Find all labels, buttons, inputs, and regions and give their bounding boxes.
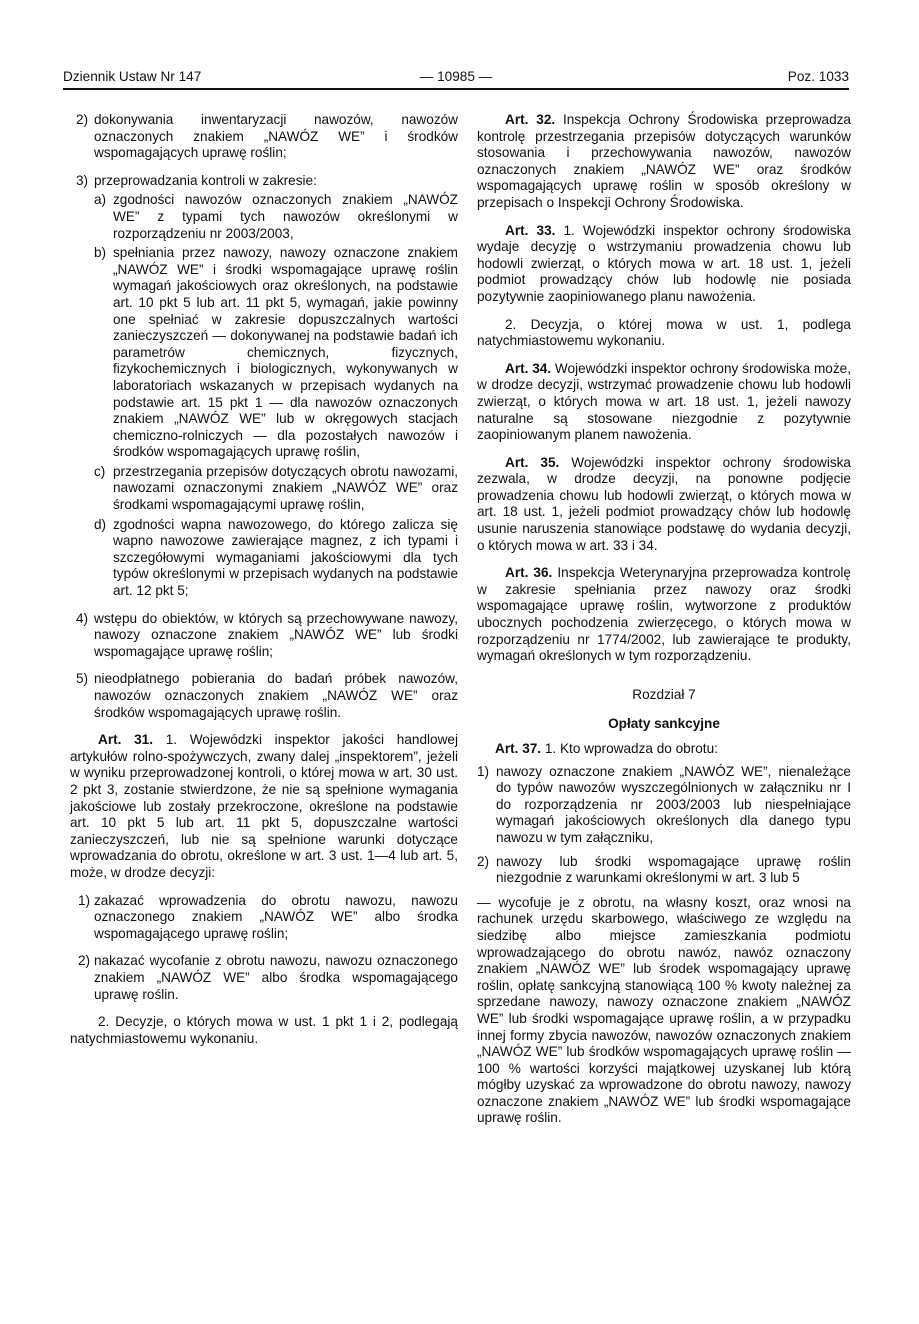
article-text: 1. Kto wprowadza do obrotu:: [541, 741, 718, 756]
item-text: nawozy oznaczone znakiem „NAWÓZ WE”, nienależące do typów nawozów wyszczególnionych w załączniku nr I do rozporządzenia nr 2003/2003 lub niespełniające wymagań jakościowych określonych dla danego typu nawozu w tym załączniku,: [496, 763, 851, 845]
article-36: [477, 565, 851, 665]
art31-item-2: [70, 953, 458, 1003]
item-text: dokonywania inwentaryzacji nawozów, nawozów oznaczonych znakiem „NAWÓZ WE” i środków wspomagających uprawę roślin;: [94, 112, 458, 161]
chapter-number: Rozdział 7: [632, 686, 696, 702]
list-item-5: [70, 671, 458, 721]
sub-item-letter: a): [94, 192, 107, 208]
article-37: [477, 741, 851, 758]
article-33: [477, 223, 851, 306]
article-label: Art. 34.: [505, 360, 552, 376]
page-header: [63, 68, 849, 86]
article-35: [477, 455, 851, 555]
sub-item-c: [70, 464, 458, 514]
item-number: 1): [477, 763, 490, 779]
list-item-2: [70, 112, 458, 162]
art37-item-2: [477, 854, 851, 887]
article-text: 1. Wojewódzki inspektor ochrony środowiska wydaje decyzję o wstrzymaniu prowadzenia chowu lub hodowli zwierząt, o których mowa w art. 18 ust. 1, jeżeli podmiot prowadzący chów lub hodowlę nie posiada pozytywnie zaopiniowanego planu nawożenia.: [477, 222, 851, 304]
sub-item-letter: b): [94, 245, 107, 261]
item-number: 5): [76, 671, 89, 687]
sub-item-letter: d): [94, 516, 107, 532]
journal-title: Dziennik Ustaw Nr 147: [63, 69, 202, 84]
art37-item-1: [477, 764, 851, 847]
item-number: 2): [477, 853, 490, 869]
item-text: zakazać wprowadzenia do obrotu nawozu, nawozu oznaczonego znakiem „NAWÓZ WE” albo środka wspomagającego uprawę roślin;: [94, 892, 458, 941]
chapter-title: Opłaty sankcyjne: [608, 716, 720, 732]
art31-paragraph-2: 2. Decyzje, o których mowa w ust. 1 pkt 1 i 2, podlegają natychmiastowemu wykonaniu.: [70, 1014, 458, 1046]
sub-item-text: zgodności wapna nawozowego, do którego zalicza się wapno nawozowe zawierające magnez, z ich typami i szczegółowymi wymaganiami jakościowymi dla tych typów określonymi w przepisach wydanych na podstawie art. 12 pkt 5;: [113, 516, 458, 599]
article-label: Art. 33.: [505, 222, 556, 238]
art33-paragraph-2: 2. Decyzja, o której mowa w ust. 1, podlega natychmiastowemu wykonaniu.: [477, 316, 851, 349]
item-text: wstępu do obiektów, w których są przechowywane nawozy, nawozy oznaczone znakiem „NAWÓZ WE” lub środki wspomagające uprawę roślin;: [94, 610, 458, 659]
article-label: Art. 35.: [505, 454, 560, 470]
sub-item-d: [70, 517, 458, 600]
sub-item-text: spełniania przez nawozy, nawozy oznaczone znakiem „NAWÓZ WE” i środki wspomagające uprawę roślin wymagań jakościowych oraz określonych, na podstawie art. 10 pkt 5 lub art. 11 pkt 5, wymagań, jakie powinny one spełniać w zakresie dopuszczalnych wartości zanieczyszczeń — dokonywanej na podstawie badań ich parametrów chemicznych, fizycznych, fizykochemicznych i biologicznych, wykonywanych w laboratoriach wskazanych w przepisach wydanych na podstawie art. 15 pkt 1 — dla nawozów oznaczonych znakiem „NAWÓZ WE” lub w okręgowych stacjach chemiczno-rolniczych — dla pozostałych nawozów i środków wspomagających uprawę roślin,: [113, 245, 458, 460]
article-text: Wojewódzki inspektor ochrony środowiska może, w drodze decyzji, wstrzymać prowadzenie chowu lub hodowli zwierząt, o których mowa w art. 18 ust. 1, jeżeli nawozy naturalne są stosowane niezgodnie z pozytywnie zaopiniowanym planem nawożenia.: [477, 360, 851, 443]
header-rule: [63, 88, 849, 90]
list-item-3: [70, 173, 458, 190]
article-label: Art. 36.: [505, 565, 553, 581]
article-text: Inspekcja Ochrony Środowiska przeprowadza kontrolę przestrzegania przepisów dotyczących warunków stosowania i przechowywania nawozów, nawozów oznaczonych znakiem „NAWÓZ WE” oraz środków wspomagających uprawę roślin w sposób określony w przepisach o Inspekcji Ochrony Środowiska.: [477, 112, 851, 210]
item-number: 4): [76, 610, 89, 626]
item-number: 2): [76, 112, 89, 127]
item-text: przeprowadzania kontroli w zakresie:: [94, 172, 317, 188]
article-34: [477, 361, 851, 444]
article-label: Art. 31.: [98, 732, 153, 748]
article-label: Art. 32.: [505, 112, 556, 127]
sub-item-letter: c): [94, 463, 106, 479]
position-number: Poz. 1033: [787, 69, 849, 84]
article-32: [477, 112, 851, 212]
item-number: 2): [78, 953, 91, 969]
article-31: [70, 732, 458, 881]
item-text: nieodpłatnego pobierania do badań próbek nawozów, nawozów oznaczonych znakiem „NAWÓZ WE” oraz środków wspomagających uprawę roślin.: [94, 671, 458, 720]
art31-item-1: [70, 893, 458, 943]
list-item-4: [70, 611, 458, 661]
article-text: 1. Wojewódzki inspektor jakości handlowej artykułów rolno-spożywczych, zwany dalej „inspektorem”, jeżeli w wyniku przeprowadzonej kontroli, o której mowa w art. 30 ust. 2 pkt 3, zostanie stwierdzone, że nie są spełnione wymagania jakościowe lub zostały przekroczone, określone na podstawie art. 10 pkt 5 lub art. 11 pkt 5, dopuszczalne wartości zanieczyszczeń, lub nie są spełnione warunki dotyczące wprowadzania do obrotu, określone w art. 3 ust. 1—4 lub art. 5, może, w drodze decyzji:: [70, 732, 458, 880]
article-text: Wojewódzki inspektor ochrony środowiska zezwala, w drodze decyzji, na ponowne podjęcie prowadzenia chowu lub hodowli zwierząt, o których mowa w art. 18 ust. 1, jeżeli podmiot prowadzący chów lub hodowlę usunie naruszenia stanowiące podstawę do wydania decyzji, o których mowa w art. 33 i 34.: [477, 454, 851, 553]
article-label: Art. 37.: [495, 741, 542, 756]
sub-item-b: [70, 245, 458, 461]
item-text: nawozy lub środki wspomagające uprawę roślin niezgodnie z warunkami określonymi w art. 3 lub 5: [496, 853, 851, 886]
sub-item-a: [70, 192, 458, 242]
sub-item-text: przestrzegania przepisów dotyczących obrotu nawozami, nawozami oznaczonymi znakiem „NAWÓZ WE” oraz środkami wspomagającymi uprawę roślin,: [113, 463, 458, 513]
page-number: — 10985 —: [419, 69, 493, 84]
article-text: Inspekcja Weterynaryjna przeprowadza kontrolę w zakresie spełniania przez nawozy oraz środki wspomagające uprawę roślin, wytworzone z produktów ubocznych pochodzenia zwierzęcego, o których mowa w rozporządzeniu nr 1774/2002, lub zawierające te produkty, wymagań określonych w tym rozporządzeniu.: [477, 565, 851, 664]
sub-item-text: zgodności nawozów oznaczonych znakiem „NAWÓZ WE” z typami tych nawozów określonymi w rozporządzeniu nr 2003/2003,: [113, 192, 458, 241]
item-number: 3): [76, 172, 89, 188]
left-column: [70, 112, 458, 1047]
right-column: [477, 112, 851, 1127]
art37-conclusion: — wycofuje je z obrotu, na własny koszt, oraz wnosi na rachunek urzędu skarbowego, właściwego ze względu na siedzibę albo miejsce zamieszkania podmiotu wprowadzającego do obrotu nawóz, nawóz oznaczony znakiem „NAWÓZ WE” lub środek wspomagający uprawę roślin, opłatę sankcyjną stanowiącą 100 % kwoty należnej za sprzedane nawozy, nawozy oznaczone znakiem „NAWÓZ WE” lub środki wspomagające uprawę roślin, a w przypadku innej formy zbycia nawozów, nawozów oznaczonych znakiem „NAWÓZ WE” lub środków wspomagających uprawę roślin — 100 % wartości korzyści majątkowej uzyskanej lub którą mógłby uzyskać za wprowadzone do obrotu nawozy, nawozy oznaczone znakiem „NAWÓZ WE” lub środki wspomagające uprawę roślin.: [477, 894, 851, 1126]
item-number: 1): [78, 892, 91, 908]
item-text: nakazać wycofanie z obrotu nawozu, nawozu oznaczonego znakiem „NAWÓZ WE” albo środka wspomagającego uprawę roślin.: [94, 953, 458, 1002]
